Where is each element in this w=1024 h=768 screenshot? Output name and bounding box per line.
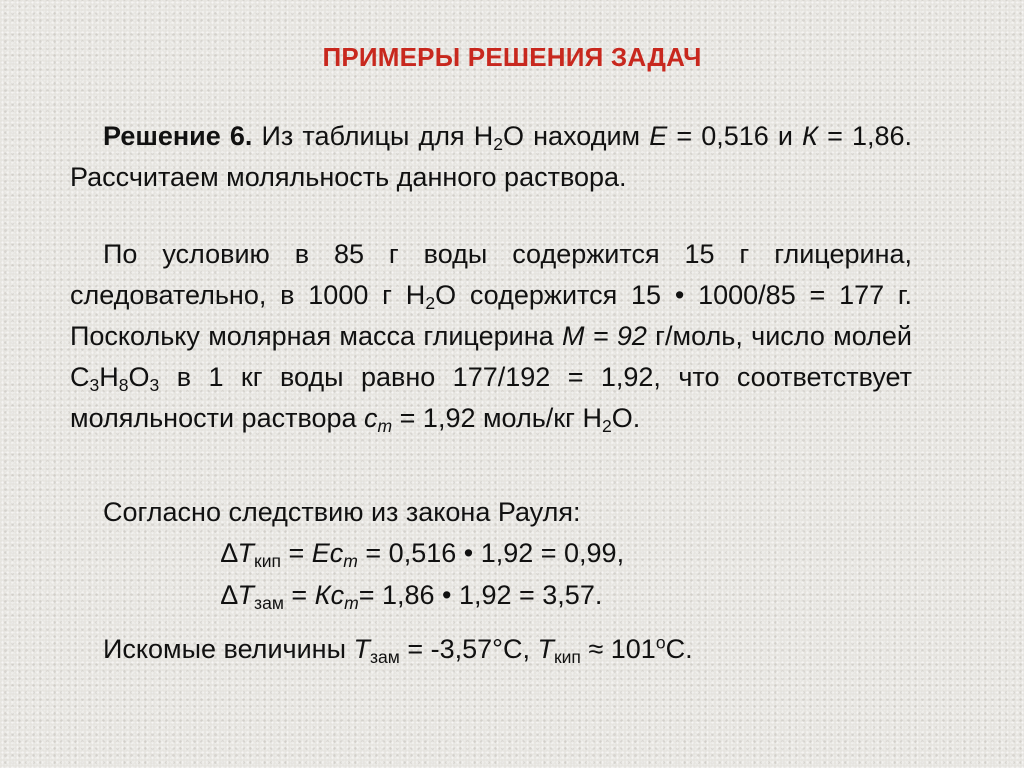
molality-symbol: с: [364, 403, 378, 433]
answer-line: Искомые величины $Т_{зам} = -3,57^\circ С$, $Т_{кип} \approx 101^оС$.: [103, 632, 693, 667]
condition-paragraph: По условию в 85 г воды содержится 15 г глицерина, следовательно, в 1000 г $Н_2О$ содержится 15 • 1000/85 = 177 г. Поскольку молярная масса глицерина М = 92 г/моль, число молей $С_3Н_8О_3$ в 1 кг воды равно 177/192 = 1,92, что соответствует моляльности раствора $с_m = 1,92$ моль/кг $Н_2О$.: [70, 239, 912, 436]
solution-paragraph: Решение 6. Из таблицы для $Н_2О$ находим Е = 0,516 и К = 1,86. Рассчитаем моляльность данного раствора.: [70, 121, 912, 192]
delta-symbol: ∆: [221, 538, 238, 568]
molar-mass: М = 92: [561, 321, 647, 351]
boiling-equation: $\Delta Т_{кип} = Ес_m = 0,516$ • 1,92 = 0,99,: [221, 538, 625, 571]
delta-symbol: ∆: [221, 580, 238, 610]
raoult-intro: Согласно следствию из закона Рауля:: [103, 497, 581, 527]
symbol-k: К: [802, 121, 818, 151]
solution-label: Решение 6.: [103, 121, 253, 151]
freezing-equation: $\Delta Т_{зам} = Кс_m= 1,86$ • 1,92 = 3,57.: [221, 580, 603, 613]
symbol-e: Е: [649, 121, 668, 151]
slide-title: ПРИМЕРЫ РЕШЕНИЯ ЗАДАЧ: [322, 42, 702, 72]
